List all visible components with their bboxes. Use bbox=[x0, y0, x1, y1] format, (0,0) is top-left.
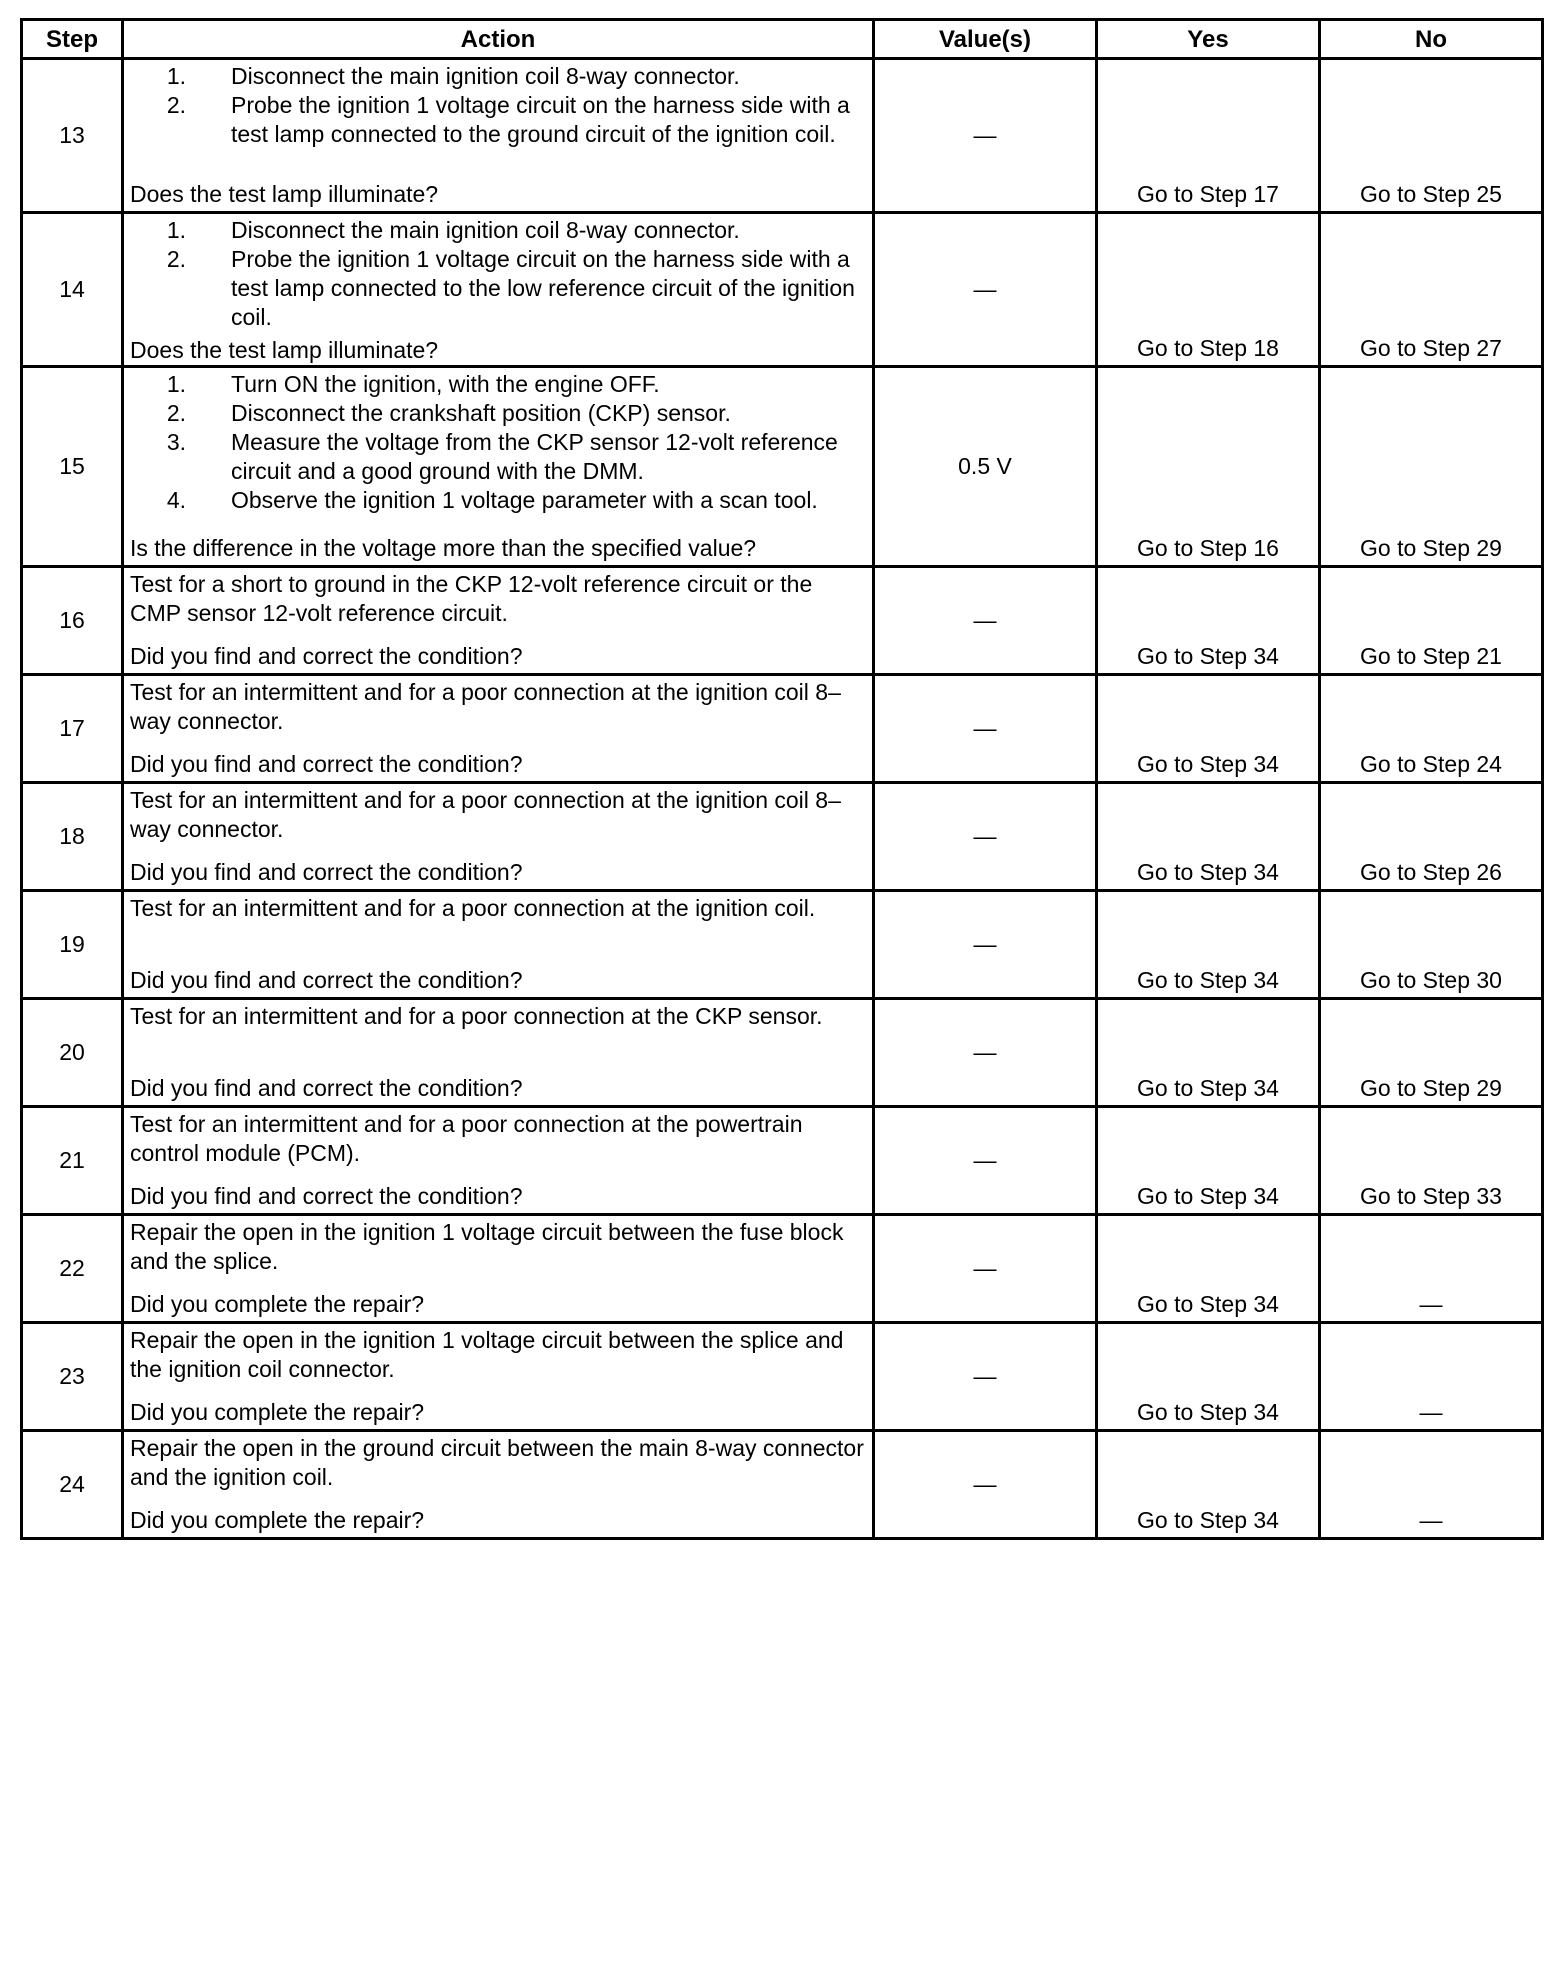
list-item bbox=[130, 370, 868, 399]
value-cell: — bbox=[874, 783, 1097, 891]
list-item-text: Disconnect the main ignition coil 8-way connector. bbox=[231, 63, 740, 89]
list-item-text: Probe the ignition 1 voltage circuit on the harness side with a test lamp connected to the ground circuit of the ignition coil. bbox=[231, 92, 850, 147]
action-text: Test for an intermittent and for a poor connection at the CKP sensor. bbox=[130, 1003, 823, 1029]
action-cell bbox=[123, 59, 874, 213]
table-row bbox=[22, 1431, 1543, 1539]
header-action: Action bbox=[123, 20, 874, 59]
action-cell bbox=[123, 999, 874, 1107]
step-number: 17 bbox=[22, 675, 123, 783]
list-item bbox=[130, 399, 868, 428]
action-question: Did you find and correct the condition? bbox=[130, 967, 523, 993]
action-text: Test for an intermittent and for a poor connection at the ignition coil 8–way connector. bbox=[130, 787, 841, 842]
action-instructions bbox=[130, 1110, 868, 1168]
action-cell bbox=[123, 891, 874, 999]
action-instructions bbox=[130, 1002, 868, 1031]
action-cell bbox=[123, 1215, 874, 1323]
action-cell bbox=[123, 1107, 874, 1215]
step-number: 20 bbox=[22, 999, 123, 1107]
list-item-number: 3. bbox=[166, 429, 186, 455]
action-question: Does the test lamp illuminate? bbox=[130, 181, 439, 207]
header-row bbox=[22, 20, 1543, 59]
value-cell: — bbox=[874, 999, 1097, 1107]
yes-cell: Go to Step 34 bbox=[1097, 1431, 1320, 1539]
numbered-list bbox=[130, 370, 868, 515]
no-cell: Go to Step 21 bbox=[1320, 567, 1543, 675]
table-row bbox=[22, 1107, 1543, 1215]
yes-cell: Go to Step 17 bbox=[1097, 59, 1320, 213]
step-number: 14 bbox=[22, 213, 123, 367]
value-cell: — bbox=[874, 1107, 1097, 1215]
action-instructions bbox=[130, 786, 868, 844]
yes-cell: Go to Step 34 bbox=[1097, 675, 1320, 783]
value-cell: — bbox=[874, 567, 1097, 675]
action-text: Test for a short to ground in the CKP 12-volt reference circuit or the CMP sensor 12-volt reference circuit. bbox=[130, 571, 813, 626]
step-number: 13 bbox=[22, 59, 123, 213]
action-instructions bbox=[130, 1434, 868, 1492]
header-no: No bbox=[1320, 20, 1543, 59]
table-row bbox=[22, 59, 1543, 213]
step-number: 19 bbox=[22, 891, 123, 999]
table-row bbox=[22, 783, 1543, 891]
list-item-number: 1. bbox=[166, 63, 186, 89]
yes-cell: Go to Step 34 bbox=[1097, 999, 1320, 1107]
header-yes: Yes bbox=[1097, 20, 1320, 59]
action-question: Did you find and correct the condition? bbox=[130, 859, 523, 885]
action-question: Did you find and correct the condition? bbox=[130, 643, 523, 669]
numbered-list bbox=[130, 62, 868, 149]
no-cell: Go to Step 24 bbox=[1320, 675, 1543, 783]
step-number: 21 bbox=[22, 1107, 123, 1215]
step-number: 15 bbox=[22, 367, 123, 567]
action-question: Did you find and correct the condition? bbox=[130, 751, 523, 777]
action-cell bbox=[123, 675, 874, 783]
yes-cell: Go to Step 34 bbox=[1097, 567, 1320, 675]
no-cell: Go to Step 33 bbox=[1320, 1107, 1543, 1215]
numbered-list bbox=[130, 216, 868, 332]
table-row bbox=[22, 675, 1543, 783]
action-text: Repair the open in the ignition 1 voltage circuit between the splice and the ignition coil connector. bbox=[130, 1327, 844, 1382]
action-cell bbox=[123, 367, 874, 567]
yes-cell: Go to Step 34 bbox=[1097, 891, 1320, 999]
table-body bbox=[22, 59, 1543, 1539]
action-question: Does the test lamp illuminate? bbox=[130, 337, 439, 363]
value-cell: — bbox=[874, 1215, 1097, 1323]
step-number: 24 bbox=[22, 1431, 123, 1539]
table-row bbox=[22, 891, 1543, 999]
table-row bbox=[22, 1323, 1543, 1431]
list-item-number: 2. bbox=[166, 400, 186, 426]
list-item bbox=[130, 428, 868, 486]
action-cell bbox=[123, 1323, 874, 1431]
list-item-number: 2. bbox=[166, 246, 186, 272]
value-cell: — bbox=[874, 675, 1097, 783]
value-cell: — bbox=[874, 59, 1097, 213]
yes-cell: Go to Step 34 bbox=[1097, 1323, 1320, 1431]
action-instructions bbox=[130, 216, 868, 332]
value-cell: — bbox=[874, 213, 1097, 367]
step-number: 18 bbox=[22, 783, 123, 891]
step-number: 16 bbox=[22, 567, 123, 675]
action-text: Test for an intermittent and for a poor connection at the ignition coil. bbox=[130, 895, 816, 921]
table-row bbox=[22, 567, 1543, 675]
list-item-number: 1. bbox=[166, 217, 186, 243]
list-item bbox=[130, 91, 868, 149]
no-cell: Go to Step 27 bbox=[1320, 213, 1543, 367]
action-instructions bbox=[130, 1326, 868, 1384]
table-row bbox=[22, 999, 1543, 1107]
action-cell bbox=[123, 1431, 874, 1539]
action-text: Repair the open in the ground circuit between the main 8-way connector and the ignition coil. bbox=[130, 1435, 864, 1490]
value-cell: — bbox=[874, 1431, 1097, 1539]
action-instructions bbox=[130, 1218, 868, 1276]
action-instructions bbox=[130, 894, 868, 923]
action-question: Is the difference in the voltage more than the specified value? bbox=[130, 535, 757, 561]
action-question: Did you complete the repair? bbox=[130, 1507, 425, 1533]
list-item-text: Disconnect the main ignition coil 8-way connector. bbox=[231, 217, 740, 243]
header-values: Value(s) bbox=[874, 20, 1097, 59]
no-cell: Go to Step 25 bbox=[1320, 59, 1543, 213]
list-item bbox=[130, 245, 868, 332]
list-item-text: Turn ON the ignition, with the engine OFF. bbox=[231, 371, 660, 397]
step-number: 23 bbox=[22, 1323, 123, 1431]
list-item-text: Probe the ignition 1 voltage circuit on the harness side with a test lamp connected to the low reference circuit of the ignition coil. bbox=[231, 246, 855, 330]
yes-cell: Go to Step 34 bbox=[1097, 783, 1320, 891]
action-instructions bbox=[130, 570, 868, 628]
diagnostic-table bbox=[20, 18, 1544, 1540]
no-cell: Go to Step 26 bbox=[1320, 783, 1543, 891]
step-number: 22 bbox=[22, 1215, 123, 1323]
table-row bbox=[22, 213, 1543, 367]
action-cell bbox=[123, 567, 874, 675]
no-cell: — bbox=[1320, 1323, 1543, 1431]
yes-cell: Go to Step 34 bbox=[1097, 1215, 1320, 1323]
list-item-number: 4. bbox=[166, 487, 186, 513]
no-cell: — bbox=[1320, 1215, 1543, 1323]
action-question: Did you complete the repair? bbox=[130, 1291, 425, 1317]
no-cell: — bbox=[1320, 1431, 1543, 1539]
list-item-text: Disconnect the crankshaft position (CKP) sensor. bbox=[231, 400, 731, 426]
yes-cell: Go to Step 16 bbox=[1097, 367, 1320, 567]
list-item-number: 1. bbox=[166, 371, 186, 397]
action-instructions bbox=[130, 370, 868, 515]
action-cell bbox=[123, 213, 874, 367]
action-question: Did you find and correct the condition? bbox=[130, 1183, 523, 1209]
list-item-number: 2. bbox=[166, 92, 186, 118]
action-instructions bbox=[130, 62, 868, 149]
action-instructions bbox=[130, 678, 868, 736]
action-question: Did you find and correct the condition? bbox=[130, 1075, 523, 1101]
no-cell: Go to Step 29 bbox=[1320, 367, 1543, 567]
yes-cell: Go to Step 34 bbox=[1097, 1107, 1320, 1215]
action-text: Repair the open in the ignition 1 voltage circuit between the fuse block and the splice. bbox=[130, 1219, 844, 1274]
yes-cell: Go to Step 18 bbox=[1097, 213, 1320, 367]
table-row bbox=[22, 367, 1543, 567]
action-text: Test for an intermittent and for a poor connection at the powertrain control module (PCM). bbox=[130, 1111, 803, 1166]
list-item bbox=[130, 216, 868, 245]
header-step: Step bbox=[22, 20, 123, 59]
value-cell: 0.5 V bbox=[874, 367, 1097, 567]
value-cell: — bbox=[874, 891, 1097, 999]
no-cell: Go to Step 29 bbox=[1320, 999, 1543, 1107]
list-item-text: Observe the ignition 1 voltage parameter with a scan tool. bbox=[231, 487, 818, 513]
value-cell: — bbox=[874, 1323, 1097, 1431]
action-question: Did you complete the repair? bbox=[130, 1399, 425, 1425]
table-row bbox=[22, 1215, 1543, 1323]
action-cell bbox=[123, 783, 874, 891]
action-text: Test for an intermittent and for a poor connection at the ignition coil 8–way connector. bbox=[130, 679, 841, 734]
no-cell: Go to Step 30 bbox=[1320, 891, 1543, 999]
list-item bbox=[130, 62, 868, 91]
list-item bbox=[130, 486, 868, 515]
list-item-text: Measure the voltage from the CKP sensor 12-volt reference circuit and a good ground with the DMM. bbox=[231, 429, 838, 484]
